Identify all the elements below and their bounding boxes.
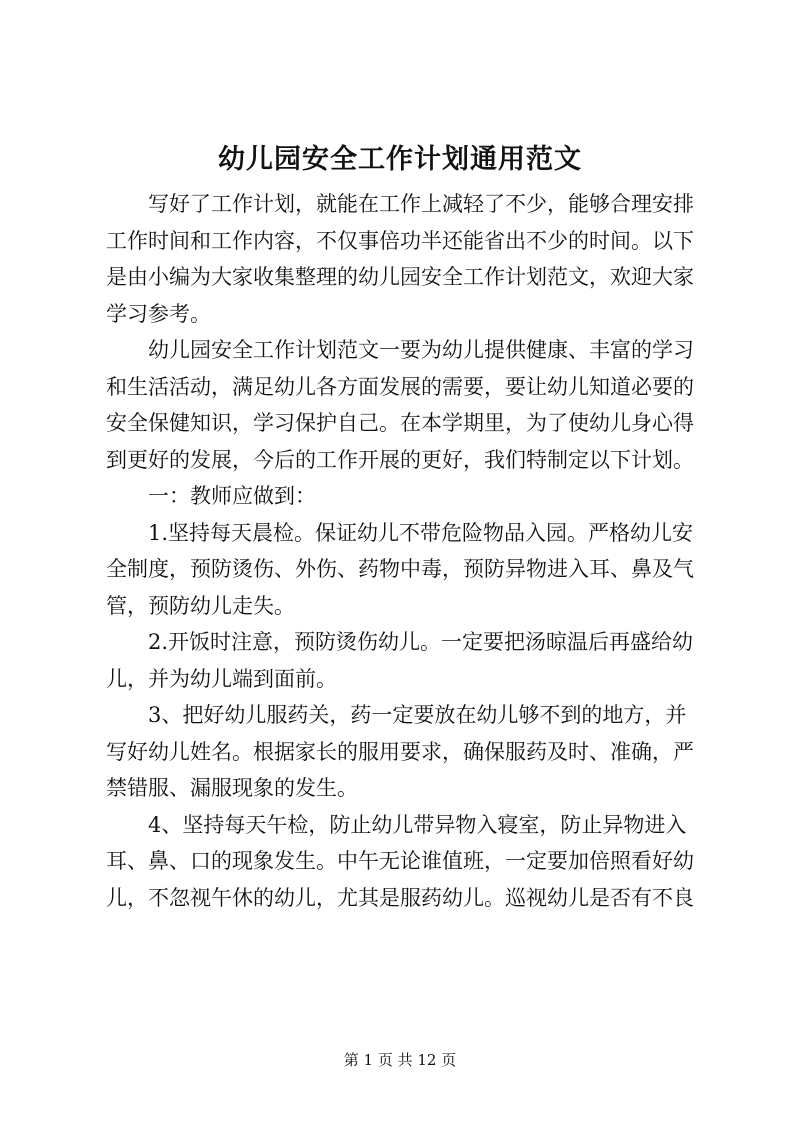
paragraph-item-3: 3、把好幼儿服药关，药一定要放在幼儿够不到的地方，并 写好幼儿姓名。根据家长的服用要求，确保服药及时、准确，严 禁错服、漏服现象的发生。: [106, 703, 694, 800]
paragraph-section-heading: 一：教师应做到：: [148, 484, 316, 508]
paragraph-overview: 幼儿园安全工作计划范文一要为幼儿提供健康、丰富的学习 和生活活动，满足幼儿各方面发展的需要，要让幼儿知道必要的 安全保健知识，学习保护自己。在本学期里，为了使幼儿身心得 到更好的发展，今后的工作开展的更好，我们特制定以下计划。: [106, 338, 694, 472]
paragraph-item-2: 2.开饭时注意，预防烫伤幼儿。一定要把汤晾温后再盛给幼 儿，并为幼儿端到面前。: [106, 630, 694, 691]
document-body: [106, 186, 706, 916]
page-number-footer: 第 1 页 共 12 页: [343, 1051, 457, 1069]
document-title: 幼儿园安全工作计划通用范文: [218, 144, 582, 175]
paragraph-item-4: 4、坚持每天午检，防止幼儿带异物入寝室，防止异物进入 耳、鼻、口的现象发生。中午无论谁值班，一定要加倍照看好幼 儿，不忽视午休的幼儿，尤其是服药幼儿。巡视幼儿是否有不良: [106, 812, 694, 910]
paragraph-item-1: 1.坚持每天晨检。保证幼儿不带危险物品入园。严格幼儿安 全制度，预防烫伤、外伤、药物中毒，预防异物进入耳、鼻及气 管，预防幼儿走失。: [106, 520, 694, 618]
paragraph-intro: 写好了工作计划，就能在工作上减轻了不少，能够合理安排 工作时间和工作内容，不仅事倍功半还能省出不少的时间。以下 是由小编为大家收集整理的幼儿园安全工作计划范文，欢迎大家 学习参考。: [106, 192, 694, 326]
